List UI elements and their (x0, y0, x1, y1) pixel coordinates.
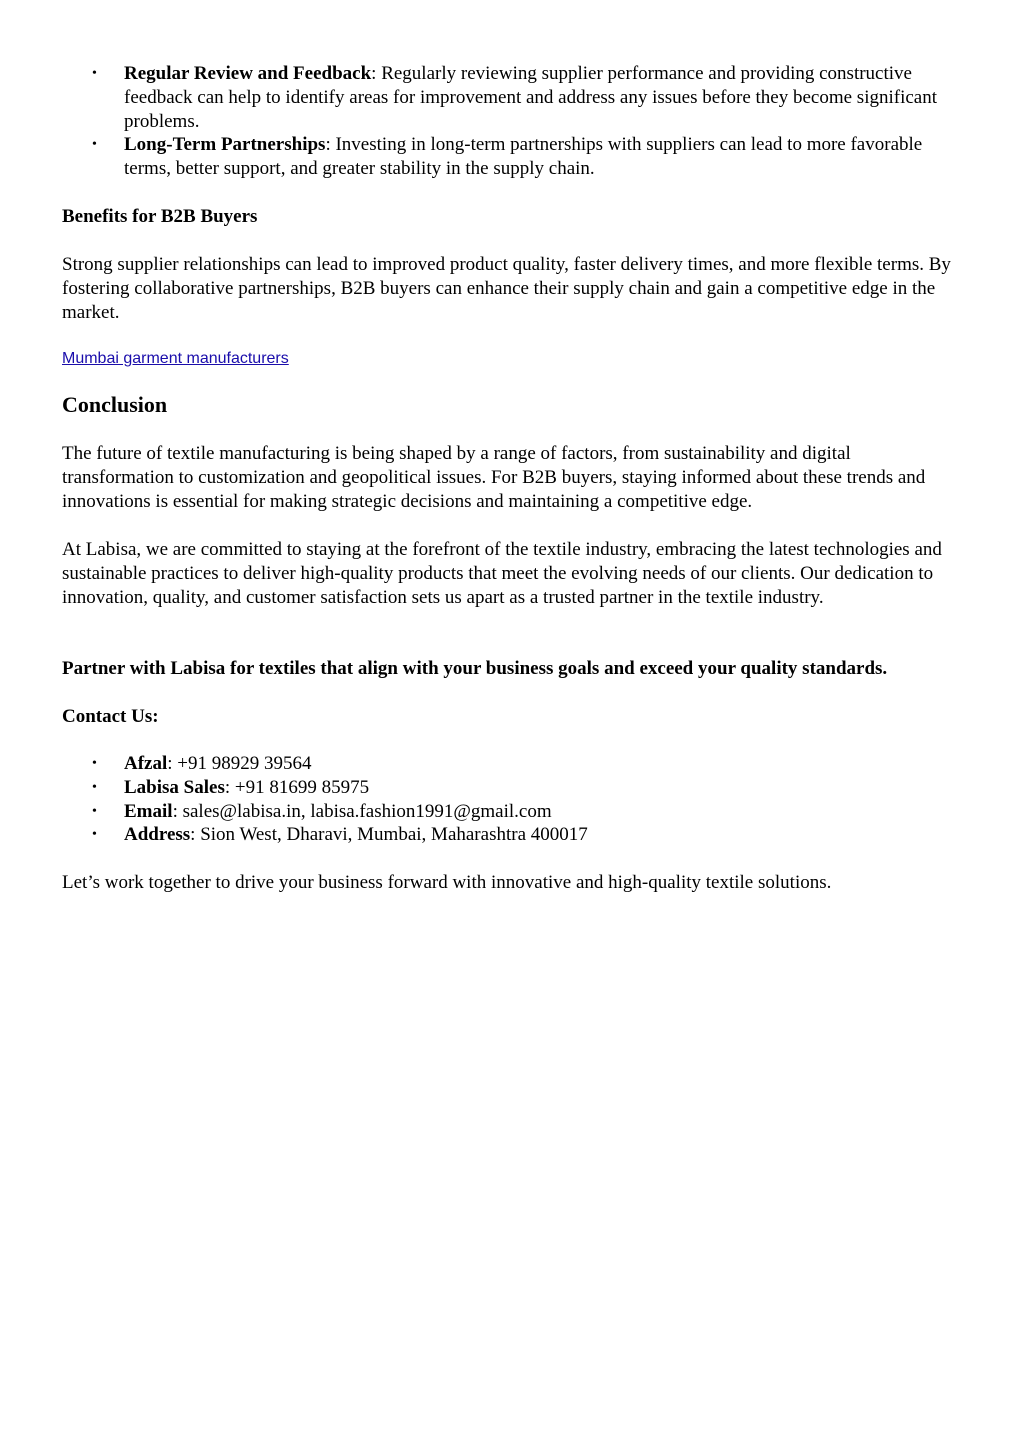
conclusion-paragraph-1: The future of textile manufacturing is being shaped by a range of factors, from sustainability and digital transformation to customization and geopolitical issues. For B2B buyers, staying informed about these trends and innovations is essential for making strategic decisions and maintaining a competitive edge. (62, 443, 926, 512)
contact-item (62, 776, 962, 800)
mumbai-garment-manufacturers-link[interactable]: Mumbai garment manufacturers (62, 350, 289, 367)
closing-paragraph: Let’s work together to drive your business forward with innovative and high-quality textile solutions. (62, 872, 832, 893)
contact-heading: Contact Us: (62, 706, 159, 727)
contact-value: : sales@labisa.in, labisa.fashion1991@gmail.com (172, 800, 552, 822)
link-line (62, 346, 962, 371)
bullet-icon: • (92, 756, 97, 771)
conclusion-heading: Conclusion (62, 392, 168, 417)
list-item-text: : Investing in long-term partnerships with suppliers can lead to more favorable terms, better support, and greater stability in the supply chain. (124, 134, 923, 180)
contact-value: : +91 81699 85975 (224, 776, 370, 798)
contact-value: : Sion West, Dharavi, Mumbai, Maharashtra 400017 (190, 824, 588, 846)
contact-value: : +91 98929 39564 (167, 753, 312, 774)
supplier-practices-list (62, 62, 962, 181)
benefits-paragraph: Strong supplier relationships can lead to improved product quality, faster delivery times, and more flexible terms. By fostering collaborative partnerships, B2B buyers can enhance their supply chain and gain a competitive edge in the market. (62, 254, 951, 323)
contact-list (62, 752, 962, 847)
list-item-term: Regular Review and Feedback (124, 63, 372, 84)
conclusion-paragraph-2: At Labisa, we are committed to staying at the forefront of the textile industry, embracing the latest technologies and sustainable practices to deliver high-quality products that meet the evolving needs of our clients. Our dedication to innovation, quality, and customer satisfaction sets us apart as a trusted partner in the textile industry. (62, 539, 942, 608)
benefits-heading: Benefits for B2B Buyers (62, 206, 258, 227)
contact-item (62, 752, 962, 776)
call-to-action: Partner with Labisa for textiles that align with your business goals and exceed your quality standards. (62, 658, 888, 679)
bullet-icon: • (92, 779, 97, 795)
bullet-icon: • (92, 827, 97, 843)
contact-item (62, 800, 962, 824)
list-item-text: : Regularly reviewing supplier performance and providing constructive feedback can help to identify areas for improvement and address any issues before they become significant problems. (124, 63, 938, 132)
contact-item (62, 823, 962, 847)
contact-term: Address (124, 824, 191, 846)
contact-term: Email (124, 800, 173, 822)
contact-term: Labisa Sales (124, 776, 225, 798)
bullet-icon: • (92, 137, 97, 153)
bullet-icon: • (92, 803, 97, 819)
contact-term: Afzal (124, 753, 168, 774)
bullet-icon: • (92, 66, 97, 81)
list-item (62, 62, 962, 133)
list-item (62, 133, 962, 181)
list-item-term: Long-Term Partnerships (124, 134, 326, 156)
